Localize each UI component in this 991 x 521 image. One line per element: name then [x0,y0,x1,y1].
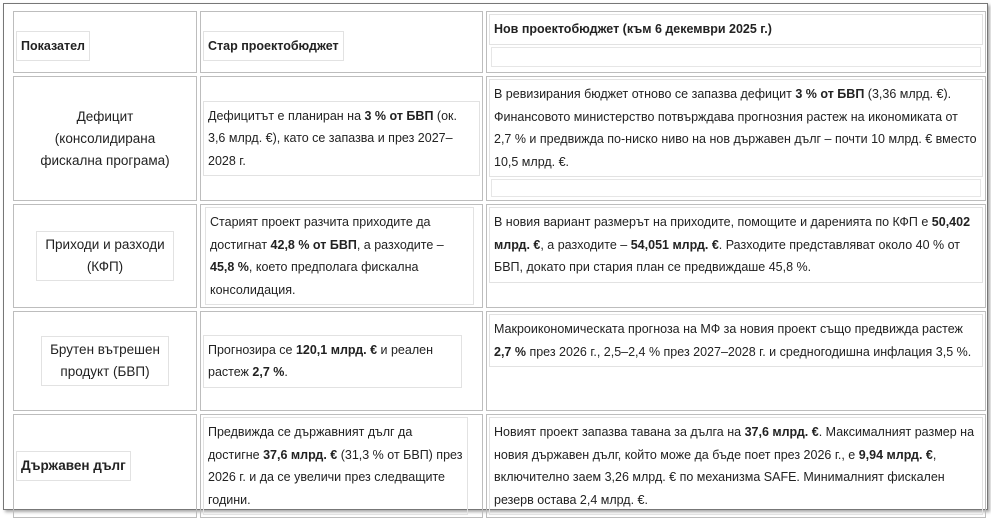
table-row [13,204,986,308]
header-new-budget: Нов проектобюджет (към 6 декември 2025 г.) [486,11,986,73]
table-row [13,311,986,411]
row-label-revenue-expenditure: Приходи и разходи (КФП) [13,204,197,308]
table-row [13,76,986,201]
old-budget-revenue: Старият проект разчита приходите да достигнат 42,8 % от БВП, а разходите – 45,8 %, което предполага фискална консолидация. [200,204,483,308]
header-indicator: Показател [13,11,197,73]
row-label-gdp: Брутен вътрешен продукт (БВП) [13,311,197,411]
table-header-row [13,11,986,73]
old-budget-debt: Предвижда се държавният дълг да достигне 37,6 млрд. € (31,3 % от БВП) през 2026 г. и да се увеличи през следващите години. [200,414,483,518]
header-old-budget: Стар проектобюджет [200,11,483,73]
new-budget-revenue: В новия вариант размерът на приходите, помощите и даренията по КФП е 50,402 млрд. €, а разходите – 54,051 млрд. €. Разходите представляват около 40 % от БВП, докато при стария план се предвиждаше 45,8 %. [486,204,986,308]
table-frame [3,3,988,510]
table-row [13,414,986,518]
old-budget-deficit: Дефицитът е планиран на 3 % от БВП (ок. 3,6 млрд. €), като се запазва и през 2027–2028 г. [200,76,483,201]
row-label-deficit: Дефицит (консолидирана фискална програма) [13,76,197,201]
new-budget-debt: Новият проект запазва тавана за дълга на 37,6 млрд. €. Максималният размер на новия държавен дълг, който може да бъде поет през 2026 г., е 9,94 млрд. €, включително заем 3,26 млрд. € по механизма SAFE. Минималният фискален резерв остава 2,4 млрд. €. [486,414,986,518]
budget-comparison-table [10,8,989,521]
new-budget-gdp: Макроикономическата прогноза на МФ за новия проект също предвижда растеж 2,7 % през 2026 г., 2,5–2,4 % през 2027–2028 г. и средногодишна инфлация 3,5 %. [486,311,986,411]
row-label-state-debt: Държавен дълг [13,414,197,518]
old-budget-gdp: Прогнозира се 120,1 млрд. € и реален растеж 2,7 %. [200,311,483,411]
new-budget-deficit: В ревизирания бюджет отново се запазва дефицит 3 % от БВП (3,36 млрд. €). Финансовото министерство потвърждава прогнозния растеж на икономиката от 2,7 % и предвижда по-ниско ниво на нов държавен дълг – почти 10 млрд. € вместо 10,5 млрд. €. [486,76,986,201]
